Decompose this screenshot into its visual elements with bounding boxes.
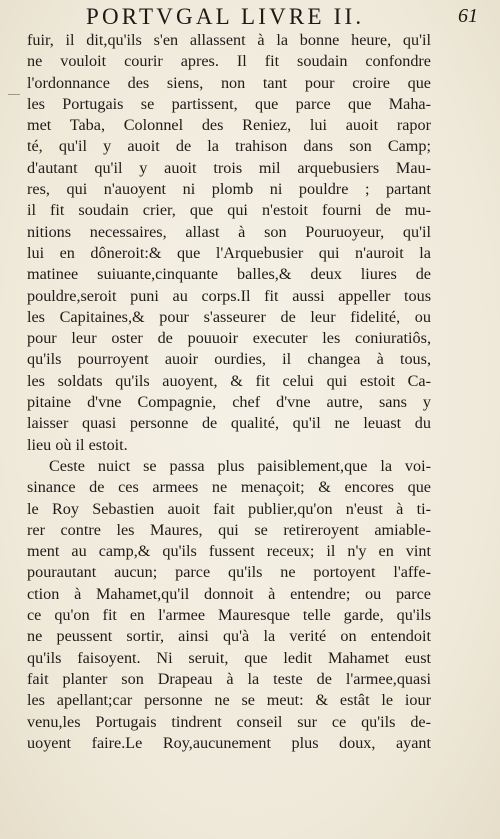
text-line: pour leur oster de pouuoir executer les coniuratiôs, — [27, 329, 431, 348]
text-line: d'autant qu'il y auoit trois mil arquebusiers Mau- — [27, 158, 431, 177]
running-head-title: PORTVGAL LIVRE II. — [86, 4, 365, 29]
text-line: le Roy Sebastien auoit fait publier,qu'on n'eust à ti- — [27, 499, 431, 518]
text-line: qu'ils faisoyent. Ni seruit, que ledit Mahamet eust — [27, 648, 431, 667]
text-line: pouldre,seroit puni au corps.Il fit aussi appeller tous — [27, 286, 431, 305]
text-line: laisser quasi personne de qualité, qu'il ne leuast du — [27, 414, 431, 433]
text-line: fait planter son Drapeau à la teste de l'armee,quasi — [27, 669, 431, 688]
text-line: matinee suiuante,cinquante balles,& deux liures de — [27, 265, 431, 284]
text-line: fuir, il dit,qu'ils s'en allassent à la bonne heure, qu'il — [27, 31, 431, 49]
text-line: sinance de ces armees ne menaçoit; & encores que — [27, 478, 431, 497]
text-line: les soldats qu'ils auoyent, & fit celui qui estoit Ca- — [27, 371, 431, 390]
page-number: 61 — [458, 5, 478, 27]
text-line: té, qu'il y auoit de la trahison dans son Camp; — [27, 137, 431, 156]
text-line: ne peussent sortir, ainsi qu'à la verité on entendoit — [27, 627, 431, 646]
text-line: les apellant;car personne ne se meut: & estât le iour — [27, 691, 431, 710]
text-line: ment au camp,& qu'ils fussent receux; il n'y en vint — [27, 542, 431, 561]
text-line: rer contre les Maures, qui se retireroyent amiable- — [27, 520, 431, 539]
text-line: uoyent faire.Le Roy,aucunement plus doux, ayant — [27, 733, 431, 752]
text-line: lieu où il estoit. — [27, 435, 128, 454]
text-line: les Portugais se partissent, que parce que Maha- — [27, 94, 431, 113]
text-line: Ceste nuict se passa plus paisiblement,que la voi- — [49, 456, 431, 475]
text-line: ne vouloit courir apres. Il fit soudain confondre — [27, 52, 431, 71]
text-line: ction à Mahamet,qu'il donnoit à entendre; ou parce — [27, 584, 431, 603]
text-line: nitions necessaires, allast à son Pouruoyeur, qu'il — [27, 222, 431, 241]
text-line: pitaine d'vne Compagnie, chef d'vne autre, sans y — [27, 393, 431, 412]
text-line: pourautant aucun; parce qu'ils ne portoyent l'affe- — [27, 563, 431, 582]
text-line: il fit soudain crier, que qui n'estoit fourni de mu- — [27, 201, 431, 220]
text-line: l'ordonnance des siens, non tant pour croire que — [27, 73, 431, 92]
text-line: les Capitaines,& pour s'asseurer de leur fidelité, ou — [27, 307, 431, 326]
text-line: ce qu'on fit en l'armee Mauresque telle garde, qu'ils — [27, 606, 431, 625]
text-line: venu,les Portugais tindrent conseil sur ce qu'ils de- — [27, 712, 431, 731]
text-line: qu'ils pourroyent auoir ourdies, il changea à tous, — [27, 350, 431, 369]
text-line: met Taba, Colonnel des Reniez, lui auoit rapor — [27, 116, 431, 135]
body-text — [27, 30, 431, 754]
margin-mark — [8, 94, 20, 95]
text-line: lui en dôneroit:& que l'Arquebusier qui n'auroit la — [27, 243, 431, 262]
text-line: res, qui n'auoyent ni plomb ni pouldre ; partant — [27, 180, 431, 199]
